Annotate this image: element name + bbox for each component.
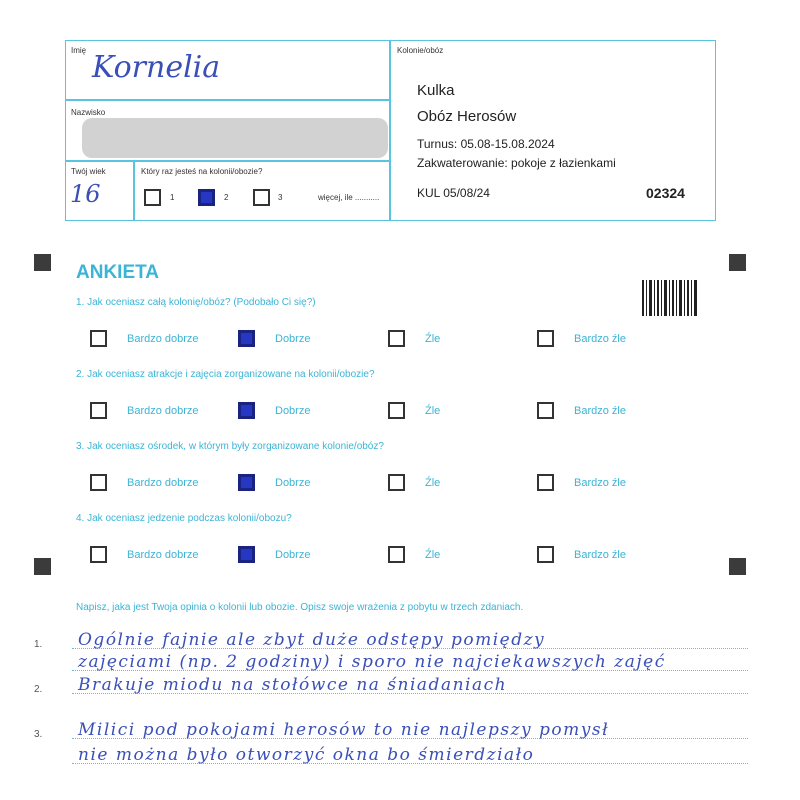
opinion-handwritten-text[interactable]: Brakuje miodu na stołówce na śniadaniach — [78, 675, 508, 695]
times-option-3-label: 3 — [278, 193, 283, 202]
name-value[interactable]: Kornelia — [92, 50, 221, 85]
name-label: Imię — [71, 46, 87, 55]
header-divider-2 — [65, 160, 390, 162]
question-3-option-1-checkbox[interactable] — [90, 474, 107, 491]
times-option-3-checkbox[interactable] — [253, 189, 270, 206]
registration-marker-bottom-left — [34, 558, 51, 575]
question-1-option-4-checkbox[interactable] — [537, 330, 554, 347]
question-4-option-1-checkbox[interactable] — [90, 546, 107, 563]
accommodation-text: Zakwaterowanie: pokoje z łazienkami — [417, 156, 616, 170]
question-1-option-2-checkbox[interactable] — [238, 330, 255, 347]
question-1-option-3-label: Źle — [425, 333, 441, 345]
barcode-icon — [642, 280, 698, 316]
camp-name-line1: Kulka — [417, 82, 455, 99]
surname-label: Nazwisko — [71, 108, 106, 117]
camp-label: Kolonie/obóz — [397, 46, 444, 55]
question-2-text: 2. Jak oceniasz atrakcje i zajęcia zorganizowane na kolonii/obozie? — [76, 369, 375, 380]
question-4-text: 4. Jak oceniasz jedzenie podczas kolonii/obozu? — [76, 513, 292, 524]
times-label: Który raz jesteś na kolonii/obozie? — [141, 167, 263, 176]
question-2-option-3-label: Źle — [425, 405, 441, 417]
opinion-handwritten-text[interactable]: Milici pod pokojami herosów to nie najlepszy pomysł — [78, 720, 610, 740]
question-4-option-4-label: Bardzo źle — [574, 549, 626, 561]
question-4-option-2-checkbox[interactable] — [238, 546, 255, 563]
question-2-option-2-label: Dobrze — [275, 405, 311, 417]
question-2-option-2-checkbox[interactable] — [238, 402, 255, 419]
opinion-line-number: 1. — [34, 639, 43, 650]
form-number: 02324 — [646, 185, 685, 201]
camp-code: KUL 05/08/24 — [417, 186, 490, 200]
times-option-2-checkbox[interactable] — [198, 189, 215, 206]
age-label: Twój wiek — [71, 167, 106, 176]
opinion-handwritten-text[interactable]: Ogólnie fajnie ale zbyt duże odstępy pomiędzy — [78, 630, 546, 650]
opinion-prompt: Napisz, jaka jest Twoja opinia o kolonii lub obozie. Opisz swoje wrażenia z pobytu w trzech zdaniach. — [76, 602, 524, 613]
question-1-option-2-label: Dobrze — [275, 333, 311, 345]
times-more-label: więcej, ile ........... — [318, 193, 380, 202]
question-3-option-2-checkbox[interactable] — [238, 474, 255, 491]
question-3-text: 3. Jak oceniasz ośrodek, w którym były zorganizowane kolonie/obóz? — [76, 441, 384, 452]
times-option-1-label: 1 — [170, 193, 175, 202]
question-3-option-1-label: Bardzo dobrze — [127, 477, 199, 489]
age-value[interactable]: 16 — [70, 180, 101, 208]
registration-marker-bottom-right — [729, 558, 746, 575]
opinion-handwritten-text[interactable]: zajęciami (np. 2 godziny) i sporo nie najciekawszych zajęć — [78, 652, 666, 672]
question-2-option-1-checkbox[interactable] — [90, 402, 107, 419]
question-1-option-3-checkbox[interactable] — [388, 330, 405, 347]
question-4-option-4-checkbox[interactable] — [537, 546, 554, 563]
times-option-1-checkbox[interactable] — [144, 189, 161, 206]
question-1-option-1-checkbox[interactable] — [90, 330, 107, 347]
header-divider-3 — [133, 160, 135, 221]
header-divider-1 — [65, 99, 390, 101]
registration-marker-top-right — [729, 254, 746, 271]
question-2-option-3-checkbox[interactable] — [388, 402, 405, 419]
question-3-option-4-checkbox[interactable] — [537, 474, 554, 491]
question-3-option-3-label: Źle — [425, 477, 441, 489]
question-3-option-3-checkbox[interactable] — [388, 474, 405, 491]
times-option-2-label: 2 — [224, 193, 229, 202]
question-3-option-4-label: Bardzo źle — [574, 477, 626, 489]
header-divider-vertical — [389, 40, 391, 221]
question-1-option-4-label: Bardzo źle — [574, 333, 626, 345]
question-1-text: 1. Jak oceniasz całą kolonię/obóz? (Podobało Ci się?) — [76, 297, 316, 308]
question-4-option-1-label: Bardzo dobrze — [127, 549, 199, 561]
surname-redaction — [82, 118, 388, 158]
camp-name-line2: Obóz Herosów — [417, 108, 517, 125]
question-2-option-4-label: Bardzo źle — [574, 405, 626, 417]
question-4-option-2-label: Dobrze — [275, 549, 311, 561]
opinion-line-number: 2. — [34, 684, 43, 695]
question-2-option-4-checkbox[interactable] — [537, 402, 554, 419]
question-1-option-1-label: Bardzo dobrze — [127, 333, 199, 345]
question-4-option-3-label: Źle — [425, 549, 441, 561]
question-4-option-3-checkbox[interactable] — [388, 546, 405, 563]
opinion-line-number: 3. — [34, 729, 43, 740]
question-2-option-1-label: Bardzo dobrze — [127, 405, 199, 417]
turnus-text: Turnus: 05.08-15.08.2024 — [417, 137, 555, 151]
survey-title: ANKIETA — [76, 262, 160, 283]
registration-marker-top-left — [34, 254, 51, 271]
question-3-option-2-label: Dobrze — [275, 477, 311, 489]
opinion-handwritten-text[interactable]: nie można było otworzyć okna bo śmierdziało — [78, 745, 535, 765]
